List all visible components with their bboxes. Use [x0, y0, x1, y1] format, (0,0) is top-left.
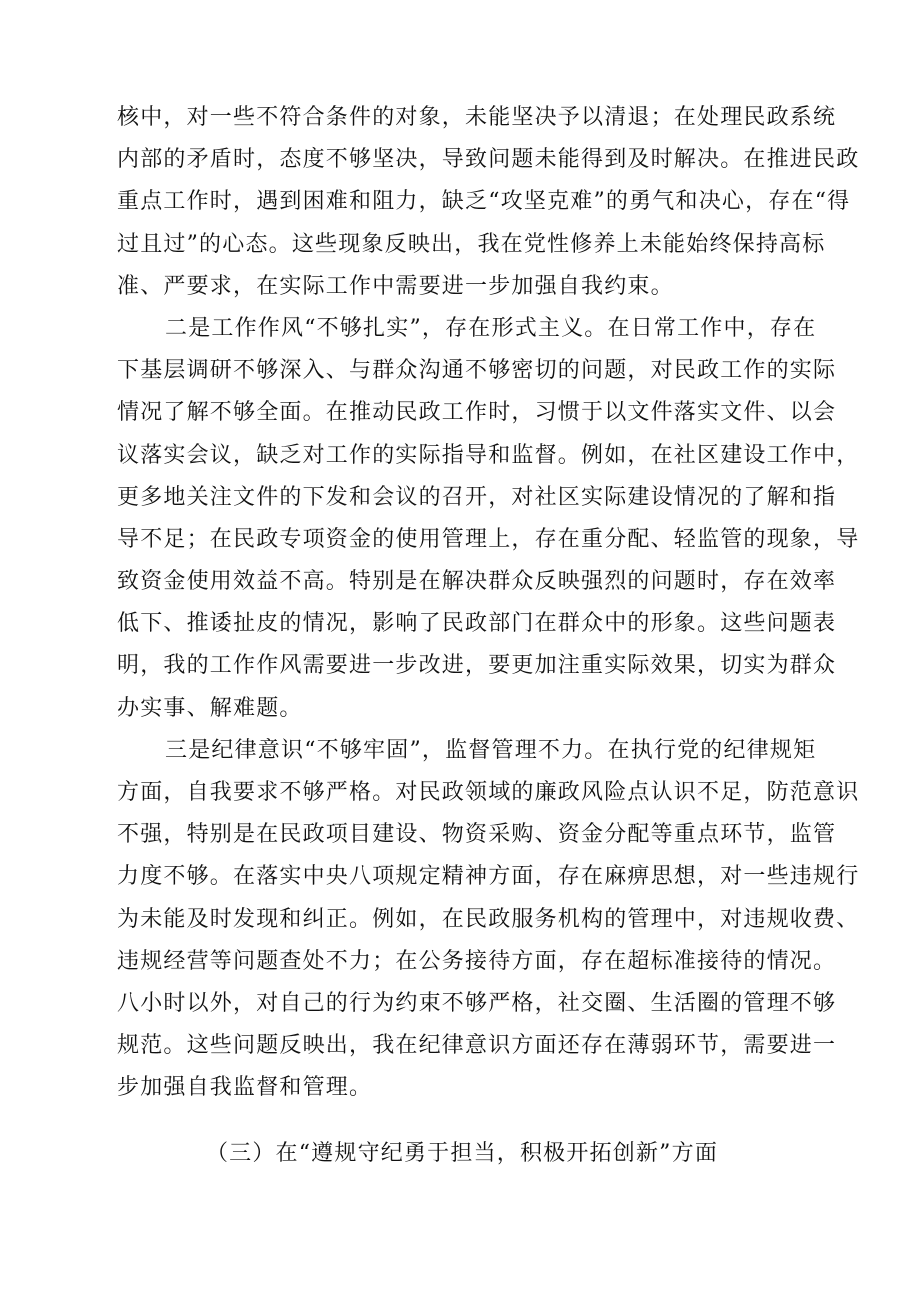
- text-line: 议落实会议，缺乏对工作的实际指导和监督。例如，在社区建设工作中，: [117, 442, 860, 468]
- text-line: 内部的矛盾时，态度不够坚决，导致问题未能得到及时解决。在推进民政: [117, 147, 860, 173]
- text-line: 核中，对一些不符合条件的对象，未能坚决予以清退；在处理民政系统: [117, 105, 837, 130]
- text-line: 准、严要求，在实际工作中需要进一步加强自我约束。: [117, 273, 674, 299]
- text-line: 办实事、解难题。: [117, 695, 303, 721]
- text-line: 更多地关注文件的下发和会议的召开，对社区实际建设情况的了解和指: [117, 484, 837, 510]
- text-line: 不强，特别是在民政项目建设、物资采购、资金分配等重点环节，监管: [117, 822, 837, 848]
- text-line: 为未能及时发现和纠正。例如，在民政服务机构的管理中，对违规收费、: [117, 906, 860, 932]
- text-line: 情况了解不够全面。在推动民政工作时，习惯于以文件落实文件、以会: [117, 400, 837, 426]
- text-line: 明，我的工作作风需要进一步改进，要更加注重实际效果，切实为群众: [117, 653, 837, 679]
- text-line: 下基层调研不够深入、与群众沟通不够密切的问题，对民政工作的实际: [117, 358, 837, 384]
- text-line: 方面，自我要求不够严格。对民政领域的廉政风险点认识不足，防范意识: [117, 780, 860, 805]
- body-text: [117, 97, 860, 1110]
- section-heading: （三）在“遵规守纪勇于担当，积极开拓创新”方面: [205, 1141, 719, 1166]
- text-line: 八小时以外，对自己的行为约束不够严格，社交圈、生活圈的管理不够: [117, 990, 837, 1016]
- text-line: 致资金使用效益不高。特别是在解决群众反映强烈的问题时，存在效率: [117, 569, 837, 595]
- text-line: 低下、推诿扯皮的情况，影响了民政部门在群众中的形象。这些问题表: [117, 611, 837, 637]
- text-line: 重点工作时，遇到困难和阻力，缺乏“攻坚克难”的勇气和决心，存在“得: [117, 189, 851, 215]
- text-line: 力度不够。在落实中央八项规定精神方面，存在麻痹思想，对一些违规行: [117, 864, 860, 890]
- text-line: 导不足；在民政专项资金的使用管理上，存在重分配、轻监管的现象，导: [117, 526, 860, 552]
- text-line: 规范。这些问题反映出，我在纪律意识方面还存在薄弱环节，需要进一: [117, 1033, 837, 1059]
- text-line: 过且过”的心态。这些现象反映出，我在党性修养上未能始终保持高标: [117, 231, 826, 257]
- text-line: 步加强自我监督和管理。: [117, 1075, 373, 1101]
- paragraph-start-line: 二是工作作风“不够扎实”，存在形式主义。在日常工作中，存在: [165, 315, 817, 341]
- paragraph-start-line: 三是纪律意识“不够牢固”，监督管理不力。在执行党的纪律规矩: [165, 737, 817, 763]
- text-line: 违规经营等问题查处不力；在公务接待方面，存在超标准接待的情况。: [117, 948, 837, 974]
